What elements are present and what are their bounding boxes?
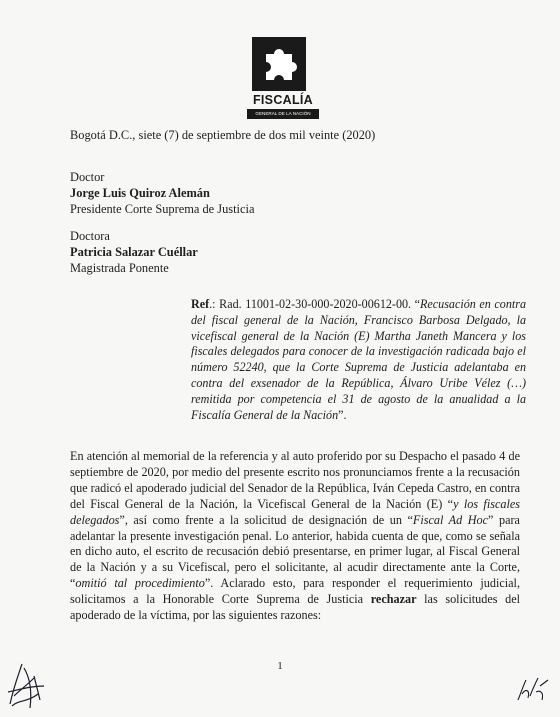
body-text-2: ”, así como frente a la solicitud de designación de un “ (119, 512, 413, 527)
body-italic-2: Fiscal Ad Hoc (412, 512, 489, 527)
recipient-2-salutation: Doctora (70, 229, 110, 243)
page-number: 1 (277, 660, 283, 672)
body-paragraph (70, 449, 520, 624)
body-bold-1: rechazar (370, 592, 417, 607)
puzzle-piece-icon (252, 37, 306, 91)
recipient-2-role: Magistrada Ponente (70, 261, 169, 275)
signature-right (514, 674, 552, 706)
body-text-5: las solicitudes del apoderado de la víctima, por las siguientes razones: (70, 592, 521, 623)
fiscalia-logo (247, 37, 319, 127)
recipient-1-name: Jorge Luis Quiroz Alemán (70, 186, 210, 200)
logo-subtitle: GENERAL DE LA NACIÓN (247, 109, 319, 119)
reference-label: Ref (191, 297, 210, 311)
body-text-1: En atención al memorial de la referencia y al auto proferido por su Despacho el pasado 4 de septiembre de 2020, por medio del presente escrito nos pronunciamos frente a la recusación que radicó el apoderado judicial del Senador de la República, Iván Cepeda Castro, en contra del Fiscal General de la Nación, la Vicefiscal General de la Nación (E) “ (70, 449, 520, 511)
logo-brand-text: FISCALÍA (252, 93, 314, 107)
date-line: Bogotá D.C., siete (7) de septiembre de dos mil veinte (2020) (70, 128, 376, 142)
body-text-4: ”. Aclarado esto, para responder el requerimiento judicial, solicitamos a la Honorable Corte Suprema de Justicia (70, 576, 520, 607)
signature-left (4, 656, 50, 712)
recipient-1-role: Presidente Corte Suprema de Justicia (70, 202, 255, 216)
reference-radicado: .: Rad. 11001-02-30-000-2020-00612-00. “ (209, 297, 421, 311)
body-italic-3: omitió tal procedimiento (75, 576, 205, 591)
reference-quote: Recusación en contra del fiscal general de la Nación, Francisco Barbosa Delgado, la vicefiscal general de la Nación (E) Martha Janeth Mancera y los fiscales delegados para conocer de la investigación radicada bajo el número 52240, que la Corte Suprema de Justicia adelantaba en contra del exsenador de la República, Álvaro Uribe Vélez (…) remitida por competencia el 31 de agosto de la anualidad a la Fiscalía General de la Nación (191, 297, 526, 422)
reference-block (191, 297, 526, 423)
recipient-2-name: Patricia Salazar Cuéllar (70, 245, 198, 259)
body-italic-1: y los fiscales delegados (70, 496, 520, 527)
recipient-1-salutation: Doctor (70, 170, 105, 184)
reference-close: ”. (338, 407, 347, 422)
body-text-3: ” para adelantar la presente investigación penal. Lo anterior, habida cuenta de que, como se señala en dicho auto, el escrito de recusación debió presentarse, en primer lugar, al Fiscal General de la Nación y a su Vicefiscal, pero el solicitante, al acudir directamente ante la Corte, “ (70, 512, 520, 591)
